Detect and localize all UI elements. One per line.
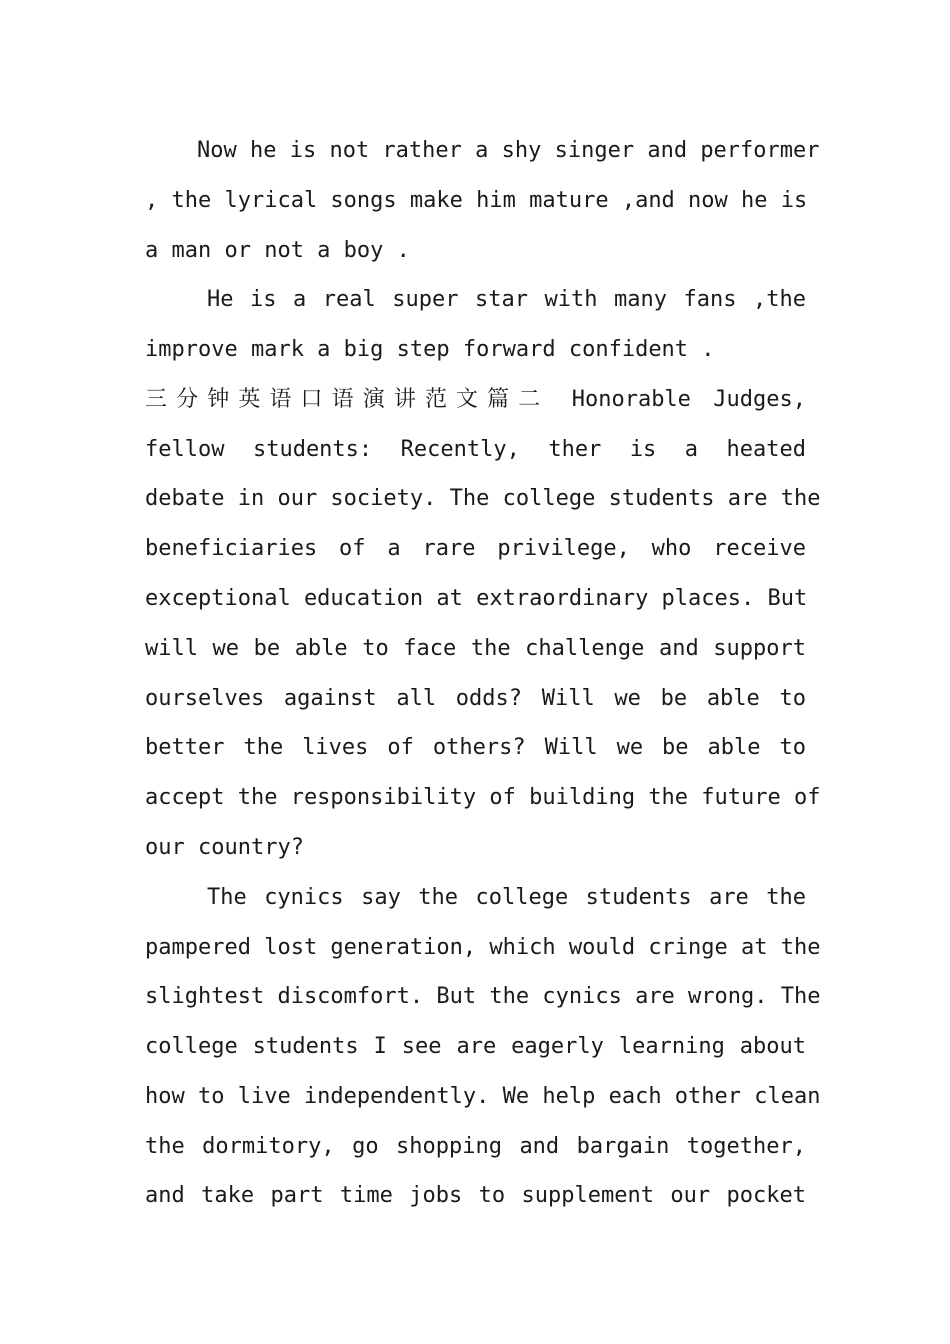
text-line: accept the responsibility of building the future of xyxy=(145,785,821,810)
text-line: will we be able to face the challenge and support xyxy=(145,636,806,661)
text-line: our country? xyxy=(145,835,304,860)
text-line: Now he is not rather a shy singer and performer xyxy=(197,138,820,163)
text-line: fellow students: Recently, ther is a heated xyxy=(145,437,806,462)
text-line: , the lyrical songs make him mature ,and now he is xyxy=(145,188,808,213)
text-line: He is a real super star with many fans ,the xyxy=(207,287,806,312)
text-line: The cynics say the college students are the xyxy=(207,885,806,910)
text-line: beneficiaries of a rare privilege, who receive xyxy=(145,536,806,561)
text-line: a man or not a boy . xyxy=(145,238,410,263)
text-line: better the lives of others? Will we be able to xyxy=(145,735,806,760)
text-line: pampered lost generation, which would cringe at the xyxy=(145,935,821,960)
text-line: exceptional education at extraordinary places. But xyxy=(145,586,808,611)
text-line: how to live independently. We help each other clean xyxy=(145,1084,821,1109)
text-line: college students I see are eagerly learning about xyxy=(145,1034,806,1059)
text-line: ourselves against all odds? Will we be able to xyxy=(145,686,806,711)
section-heading-line: 三分钟英语口语演讲范文篇二 Honorable Judges, xyxy=(145,387,806,412)
text-line: slightest discomfort. But the cynics are wrong. The xyxy=(145,984,821,1009)
text-line: and take part time jobs to supplement our pocket xyxy=(145,1183,806,1208)
text-line: improve mark a big step forward confident . xyxy=(145,337,715,362)
text-line: debate in our society. The college students are the xyxy=(145,486,821,511)
text-line: the dormitory, go shopping and bargain together, xyxy=(145,1134,806,1159)
